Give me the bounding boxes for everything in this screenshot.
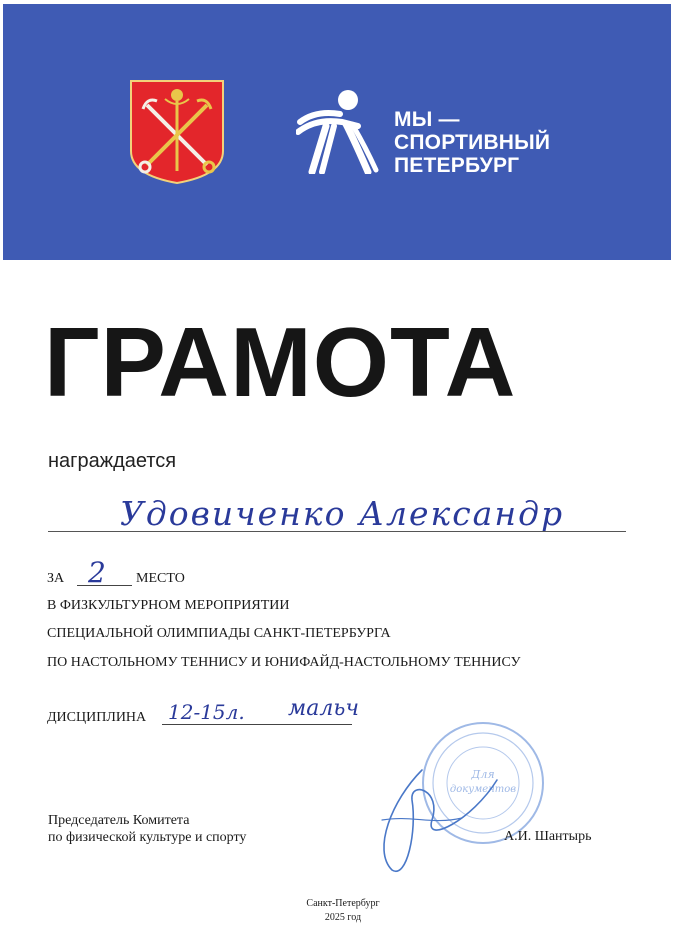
signatory-name: А.И. Шантырь xyxy=(504,829,592,844)
place-value: 2 xyxy=(88,556,106,589)
awarded-label: награждается xyxy=(48,450,177,472)
discipline-value-group: мальч xyxy=(288,696,360,721)
brand-text xyxy=(394,108,550,177)
place-suffix: МЕСТО xyxy=(136,571,185,586)
running-figure-logo-icon xyxy=(296,88,382,174)
discipline-underline xyxy=(162,724,352,725)
discipline-label: ДИСЦИПЛИНА xyxy=(47,710,147,725)
recipient-name: Удовиченко Александр xyxy=(120,494,565,533)
discipline-value-age: 12-15л. xyxy=(168,700,245,724)
signatory-role xyxy=(48,812,246,846)
brand-line-1: МЫ — xyxy=(394,108,460,131)
signatory-role-line-2: по физической культуре и спорту xyxy=(48,830,247,845)
event-line-1: В ФИЗКУЛЬТУРНОМ МЕРОПРИЯТИИ xyxy=(47,598,290,613)
header-banner xyxy=(3,4,671,260)
footer-year: 2025 год xyxy=(324,912,362,923)
name-underline xyxy=(48,531,626,532)
event-line-3: ПО НАСТОЛЬНОМУ ТЕННИСУ И ЮНИФАЙД-НАСТОЛЬНОМУ ТЕННИСУ xyxy=(47,655,521,670)
event-line-2: СПЕЦИАЛЬНОЙ ОЛИМПИАДЫ САНКТ-ПЕТЕРБУРГА xyxy=(47,626,391,641)
handwritten-signature-icon xyxy=(362,760,502,880)
footer-city: Санкт-Петербург xyxy=(306,898,380,909)
stamp-text-line-1: Для xyxy=(471,768,495,781)
brand-line-3: ПЕТЕРБУРГ xyxy=(394,154,520,177)
st-petersburg-coat-of-arms-icon xyxy=(129,79,225,185)
place-prefix: ЗА xyxy=(47,571,65,586)
signatory-role-line-1: Председатель Комитета xyxy=(48,813,190,828)
certificate-title: ГРАМОТА xyxy=(44,307,517,417)
stamp-text-line-2: документов xyxy=(449,784,517,795)
brand-line-2: СПОРТИВНЫЙ xyxy=(394,131,551,154)
